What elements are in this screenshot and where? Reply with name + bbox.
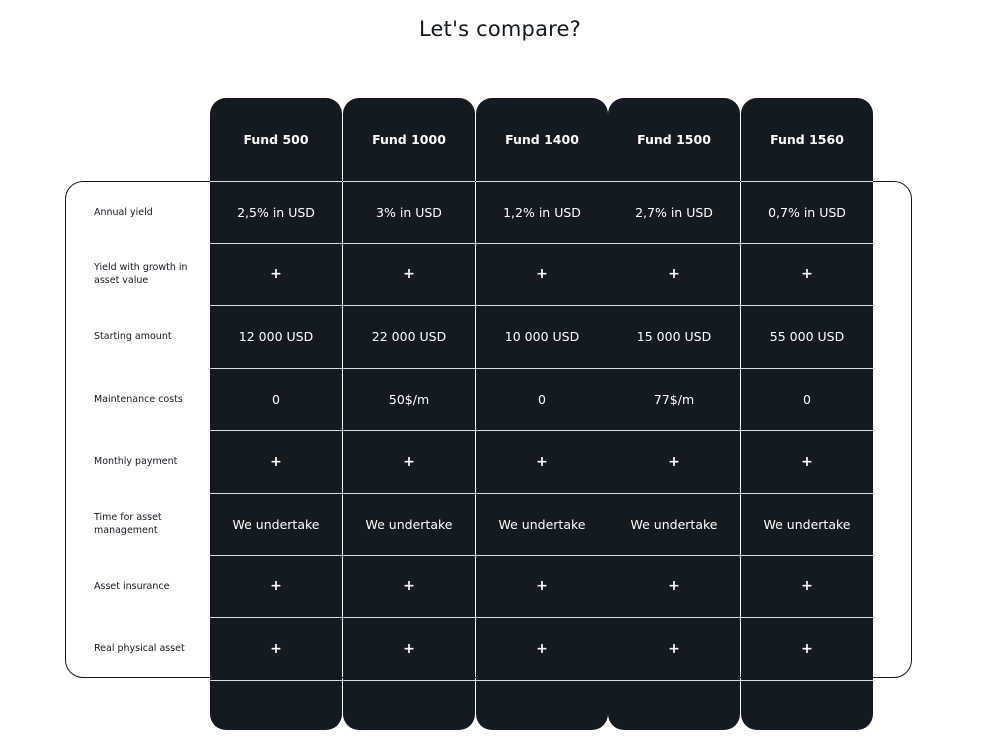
table-cell: 0	[538, 391, 546, 407]
table-cell: 3% in USD	[376, 204, 442, 220]
row-separator	[476, 680, 608, 681]
fund-column	[210, 98, 342, 730]
row-separator	[343, 680, 475, 681]
fund-header: Fund 500	[243, 132, 309, 147]
table-cell: 22 000 USD	[371, 329, 447, 345]
table-cell: 50$/m	[388, 391, 430, 407]
fund-column	[476, 98, 608, 730]
row-label: Monthly payment	[94, 456, 178, 468]
table-cell: 1,2% in USD	[503, 204, 581, 220]
included-mark: +	[270, 640, 282, 657]
fund-column	[608, 98, 740, 730]
table-cell: 77$/m	[653, 391, 695, 407]
included-mark: +	[536, 578, 548, 595]
included-mark: +	[270, 578, 282, 595]
included-mark: +	[536, 266, 548, 283]
included-mark: +	[270, 266, 282, 283]
fund-header: Fund 1400	[505, 132, 579, 147]
table-cell: We undertake	[630, 516, 718, 532]
included-mark: +	[536, 640, 548, 657]
table-cell: 2,7% in USD	[635, 204, 713, 220]
included-mark: +	[668, 578, 680, 595]
row-separator	[608, 680, 740, 681]
table-cell: 0,7% in USD	[768, 204, 846, 220]
row-label: Time for asset management	[94, 512, 162, 536]
table-cell: 12 000 USD	[238, 329, 314, 345]
included-mark: +	[801, 640, 813, 657]
included-mark: +	[668, 640, 680, 657]
row-label: Annual yield	[94, 206, 153, 218]
fund-header: Fund 1560	[770, 132, 844, 147]
included-mark: +	[801, 453, 813, 470]
included-mark: +	[536, 453, 548, 470]
table-cell: We undertake	[498, 516, 586, 532]
table-cell: 2,5% in USD	[237, 204, 315, 220]
included-mark: +	[403, 578, 415, 595]
row-separator	[210, 680, 342, 681]
table-cell: 0	[272, 391, 280, 407]
table-cell: 55 000 USD	[769, 329, 845, 345]
table-cell: We undertake	[365, 516, 453, 532]
row-label: Yield with growth in asset value	[94, 262, 188, 287]
included-mark: +	[801, 266, 813, 283]
fund-header: Fund 1000	[372, 132, 446, 147]
included-mark: +	[403, 640, 415, 657]
row-label: Starting amount	[94, 331, 172, 343]
table-cell: We undertake	[232, 516, 320, 532]
table-cell: 10 000 USD	[504, 329, 580, 345]
row-label: Maintenance costs	[94, 393, 183, 405]
table-cell: 0	[803, 391, 811, 407]
included-mark: +	[801, 578, 813, 595]
table-cell: 15 000 USD	[636, 329, 712, 345]
row-label: Asset insurance	[94, 580, 170, 592]
page-title: Let's compare?	[419, 17, 581, 41]
row-label: Real physical asset	[94, 643, 185, 655]
included-mark: +	[668, 266, 680, 283]
included-mark: +	[668, 453, 680, 470]
included-mark: +	[270, 453, 282, 470]
included-mark: +	[403, 453, 415, 470]
included-mark: +	[403, 266, 415, 283]
fund-header: Fund 1500	[637, 132, 711, 147]
table-cell: We undertake	[763, 516, 851, 532]
fund-column	[741, 98, 873, 730]
fund-column	[343, 98, 475, 730]
row-separator	[741, 680, 873, 681]
